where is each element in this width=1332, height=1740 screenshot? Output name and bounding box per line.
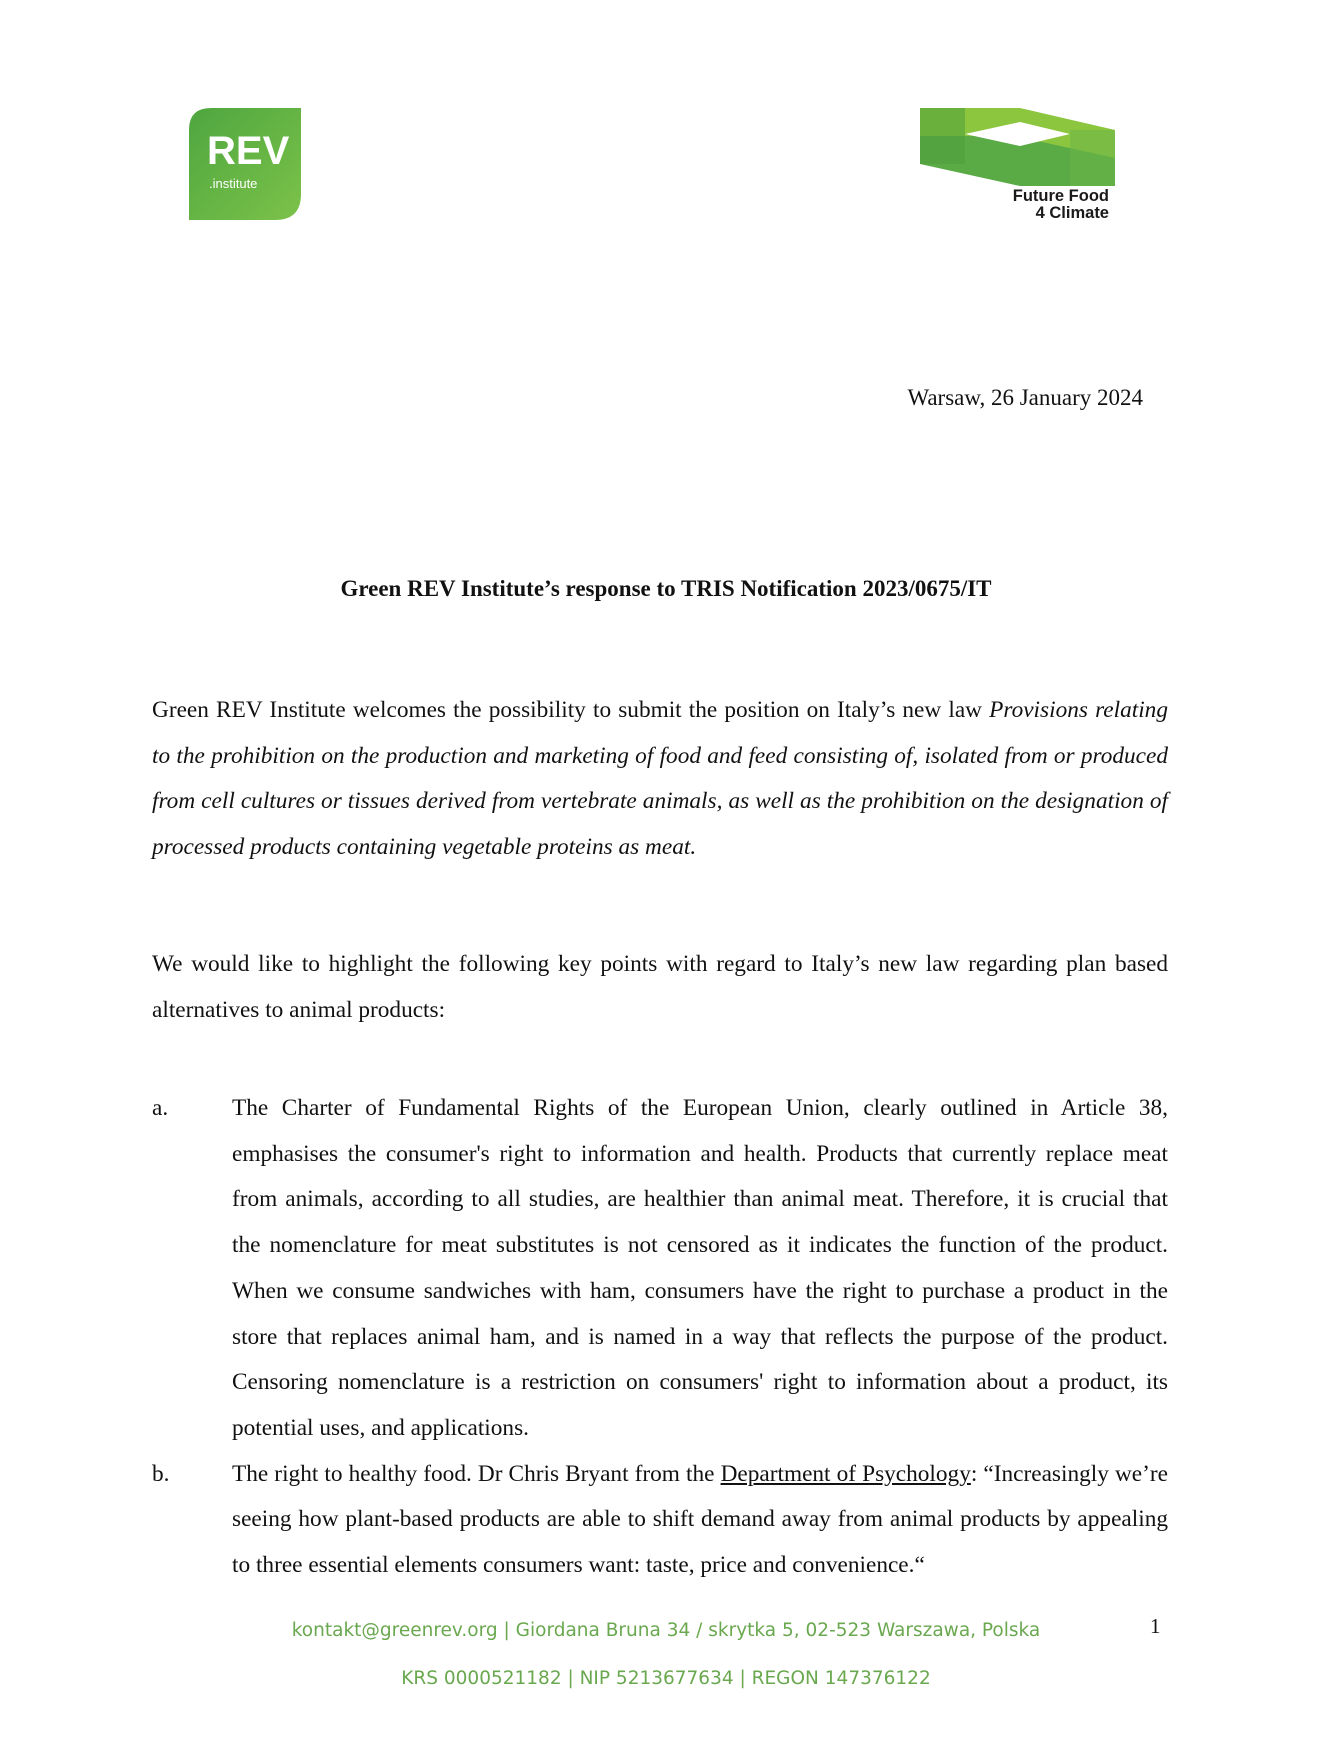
list-item-label: a. <box>152 1095 169 1121</box>
list-item <box>152 1452 1168 1589</box>
ff4c-line2: 4 Climate <box>1035 204 1109 222</box>
key-points-list <box>152 1086 1168 1589</box>
letter-date: Warsaw, 26 January 2024 <box>907 385 1143 410</box>
ribbon-icon <box>920 108 1115 186</box>
ff4c-line1: Future Food <box>1012 187 1109 205</box>
list-item-text-end: : “Increasingly we’re seeing how plant-based products are able to shift demand away from animal products by appealing to three essential elements consumers want: taste, price and convenience.“ <box>232 1460 1168 1579</box>
key-points-paragraph: We would like to highlight the following key points with regard to Italy’s new law regarding plan based alternatives to animal products: <box>152 951 1168 1023</box>
law-title: Provisions relating to the prohibition on the production and marketing of food and feed consisting of, isolated from or produced from cell cultures or tissues derived from vertebrate animals, as well as the prohibition on the designation of processed products containing vegetable proteins as meat. <box>152 697 1168 861</box>
list-item-label: b. <box>152 1460 170 1487</box>
list-item-text <box>232 1452 1168 1589</box>
department-of-psychology-link[interactable]: Department of Psychology <box>720 1460 971 1487</box>
list-item <box>152 1086 1168 1452</box>
rev-institute-logo <box>189 108 301 220</box>
footer-contact-line: kontakt@greenrev.org | Giordana Bruna 34 / skrytka 5, 02-523 Warszawa, Polska <box>291 1620 1041 1641</box>
list-item-text-start: The right to healthy food. Dr Chris Bryant from the <box>232 1460 721 1487</box>
future-food-4-climate-logo <box>920 108 1115 226</box>
footer-registry-line: KRS 0000521182 | NIP 5213677634 | REGON 147376122 <box>401 1668 931 1689</box>
ff4c-logo-text <box>1013 188 1109 222</box>
intro-text: Green REV Institute welcomes the possibility to submit the position on Italy’s new law <box>152 697 982 723</box>
intro-paragraph <box>152 688 1168 871</box>
document-title: Green REV Institute’s response to TRIS Notification 2023/0675/IT <box>340 576 992 601</box>
list-item-text: The Charter of Fundamental Rights of the European Union, clearly outlined in Article 38, emphasises the consumer's right to information and health. Products that currently replace meat from animals, according to all studies, are healthier than animal meat. Therefore, it is crucial that the nomenclature for meat substitutes is not censored as it indicates the function of the product. When we consume sandwiches with ham, consumers have the right to purchase a product in the store that replaces animal ham, and is named in a way that reflects the purpose of the product. Censoring nomenclature is a restriction on consumers' right to information about a product, its potential uses, and applications. <box>232 1095 1168 1441</box>
rev-logo-text: REV <box>207 129 290 173</box>
rev-logo-subtext: .institute <box>209 176 258 191</box>
page-number: 1 <box>1150 1614 1161 1638</box>
